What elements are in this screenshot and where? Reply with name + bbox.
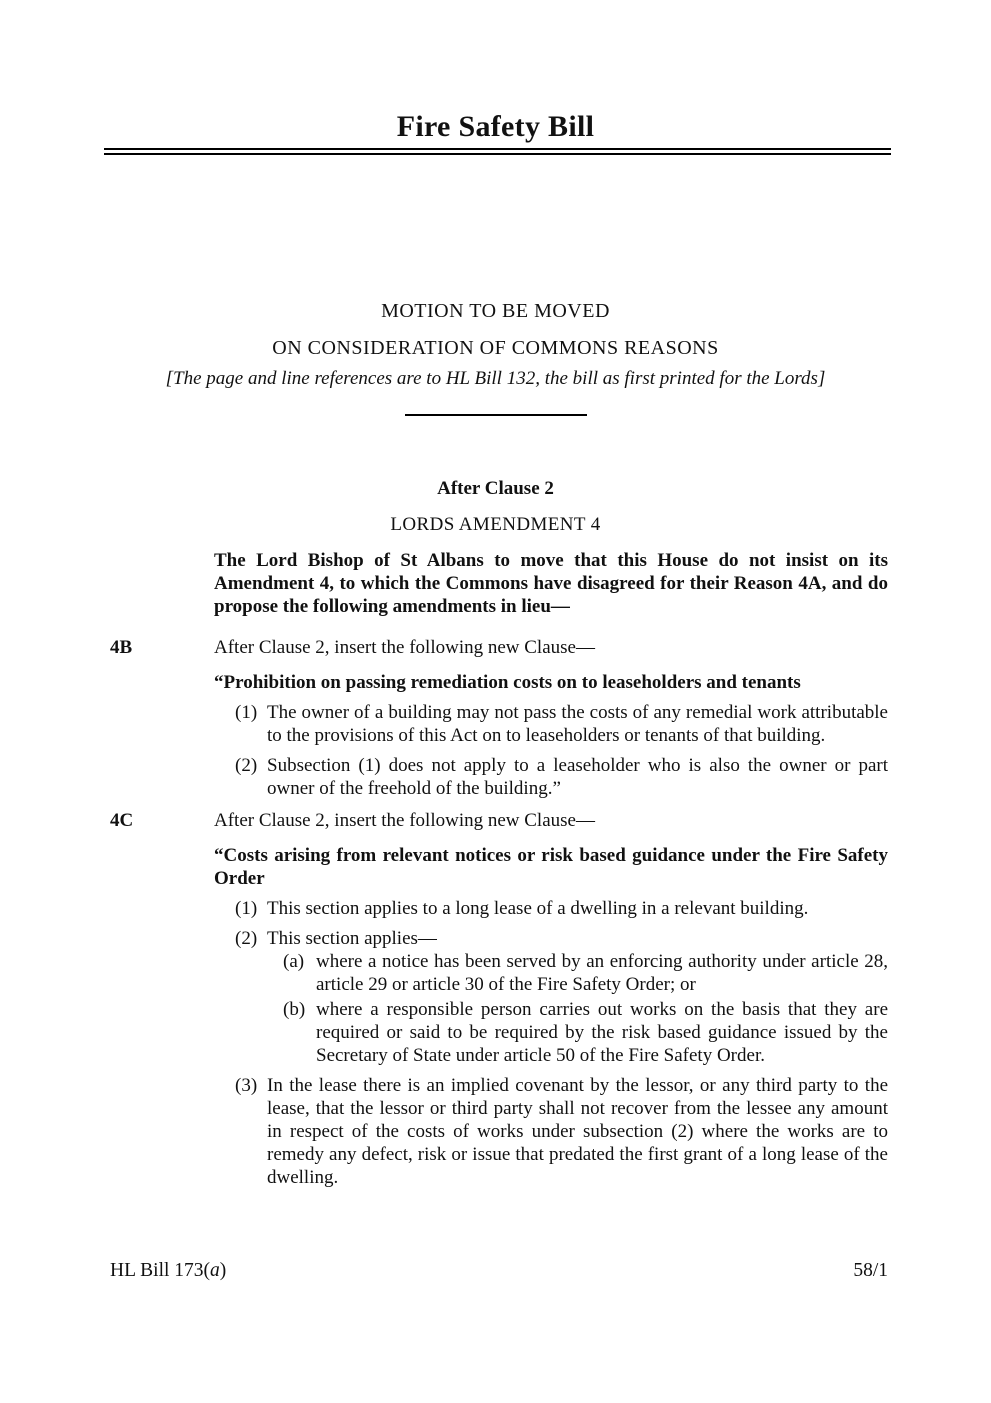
subsection-number: (3)	[235, 1074, 258, 1096]
page-title: Fire Safety Bill	[396, 110, 595, 143]
sub-item	[267, 950, 888, 996]
subsection	[214, 701, 888, 747]
subsection	[214, 1074, 888, 1189]
subsection-text: This section applies to a long lease of a dwelling in a relevant building.	[267, 897, 809, 919]
amendment-content	[214, 636, 888, 800]
title-rule	[104, 148, 891, 155]
preamble-section	[0, 299, 991, 416]
sub-item	[267, 998, 888, 1067]
motion-heading-line1: MOTION TO BE MOVED	[381, 299, 610, 322]
amendment-instruction: After Clause 2, insert the following new Clause—	[214, 809, 595, 831]
mover-motion: The Lord Bishop of St Albans to move that this House do not insist on its Amendment 4, to which the Commons have disagreed for their Reason 4A, and do propose the following amendments in lieu—	[214, 549, 888, 617]
subsection-text: The owner of a building may not pass the costs of any remedial work attributable to the provisions of this Act on to leaseholders or tenants of that building.	[267, 701, 888, 746]
subsection-text: This section applies—	[267, 927, 437, 949]
subsection-number: (1)	[235, 701, 258, 723]
motion-heading-line2: ON CONSIDERATION OF COMMONS REASONS	[272, 336, 719, 359]
place-heading: After Clause 2	[437, 477, 554, 499]
subsection-number: (2)	[235, 754, 258, 776]
reference-note: [The page and line references are to HL Bill 132, the bill as first printed for the Lords]	[165, 367, 826, 389]
subsection-text: In the lease there is an implied covenant by the lessor, or any third party to the lease, that the lessor or third party shall not recover from the lessee any amount in respect of the costs of works under subsection (2) where the works are to remedy any defect, risk or issue that predated the first grant of a long lease of the dwelling.	[267, 1074, 888, 1188]
amendment-4b	[110, 636, 888, 800]
amendment-heading: LORDS AMENDMENT 4	[390, 513, 601, 535]
subsection	[214, 754, 888, 800]
amendment-number: 4C	[110, 809, 134, 831]
subsection	[214, 927, 888, 1067]
subsection-number: (1)	[235, 897, 258, 919]
section-divider-rule	[405, 414, 587, 416]
footer-bill-number: HL Bill 173(a)	[110, 1260, 227, 1281]
sub-item-letter: (b)	[283, 998, 306, 1020]
subsection-number: (2)	[235, 927, 258, 949]
sub-item-text: where a notice has been served by an enforcing authority under article 28, article 29 or article 30 of the Fire Safety Order; or	[316, 950, 888, 995]
amendment-content	[214, 809, 888, 1189]
footer-page-ref: 58/1	[853, 1260, 888, 1281]
sub-item-letter: (a)	[283, 950, 305, 972]
amendment-4c	[110, 809, 888, 1189]
subsection-text: Subsection (1) does not apply to a leaseholder who is also the owner or part owner of the freehold of the building.”	[267, 754, 888, 799]
clause-title: “Prohibition on passing remediation costs on to leaseholders and tenants	[214, 671, 801, 693]
amendment-instruction: After Clause 2, insert the following new Clause—	[214, 636, 595, 658]
amendment-number: 4B	[110, 636, 133, 658]
subsection-body	[267, 927, 888, 1067]
clause-title: “Costs arising from relevant notices or risk based guidance under the Fire Safety Order	[214, 844, 888, 889]
page-footer	[110, 1259, 888, 1282]
sub-item-text: where a responsible person carries out works on the basis that they are required or said to be required by the risk based guidance issued by the Secretary of State under article 50 of the Fire Safety Order.	[316, 998, 888, 1066]
subsection	[214, 897, 888, 920]
